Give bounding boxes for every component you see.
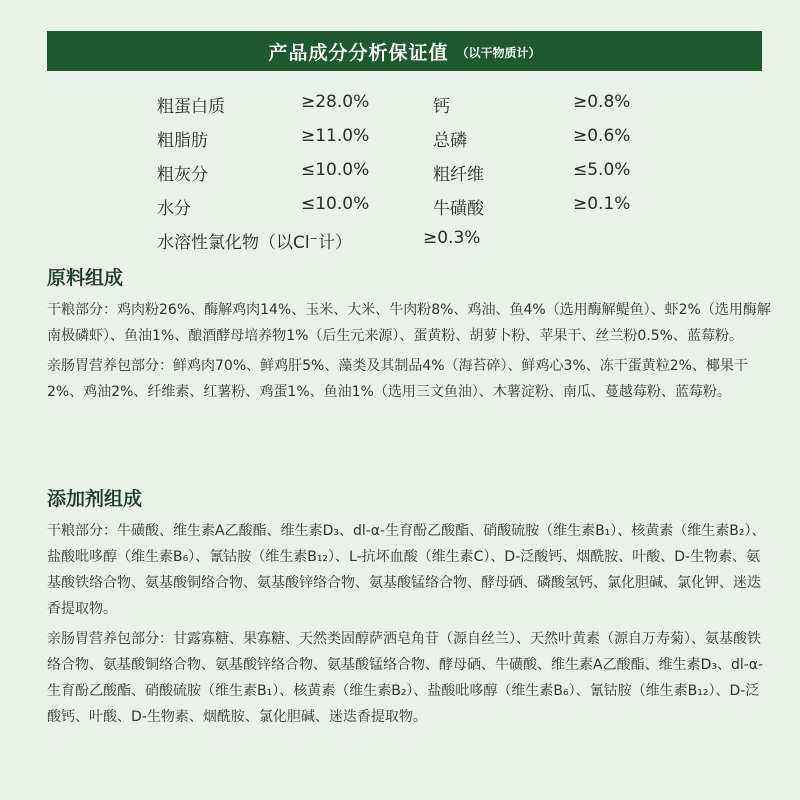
nutrient-value: ≥0.8% [573,92,631,112]
analysis-row-chloride [157,228,717,262]
banner-note: （以干物质计） [456,46,541,60]
analysis-banner [47,31,762,71]
nutrient-name: 钙 [433,97,450,117]
nutrient-name: 牛磺酸 [433,199,484,219]
nutrient-name [157,228,352,253]
analysis-row [157,160,717,194]
nutrient-name: 总磷 [433,131,467,151]
chloride-name-b: 计） [317,233,352,253]
ingredients-heading: 原料组成 [47,267,124,289]
additives-section [47,518,772,734]
nutrient-name: 水分 [157,199,191,219]
nutrient-value: ≥0.3% [423,228,481,248]
chloride-sup: − [309,233,318,245]
additives-gut-text: 亲肠胃营养包部分：甘露寡糖、果寡糖、天然类固醇萨洒皂角苷（源自丝兰）、天然叶黄素（源自万寿菊）、氨基酸铁络合物、氨基酸铜络合物、氨基酸锌络合物、氨基酸锰络合物、酵母硒、牛磺酸、维生素A乙酸酯、维生素D₃、dl-α-生育酚乙酸酯、硝酸硫胺（维生素B₁）、核黄素（维生素B₂）、盐酸吡哆醇（维生素B₆）、氰钴胺（维生素B₁₂）、D-泛酸钙、叶酸、D-生物素、烟酰胺、氯化胆碱、迷迭香提取物。 [47,631,764,725]
ingredients-gut-text: 亲肠胃营养包部分：鲜鸡肉70%、鲜鸡肝5%、藻类及其制品4%（海苔碎）、鲜鸡心3%、冻干蛋黄粒2%、椰果干2%、鸡油2%、纤维素、红薯粉、鸡蛋1%、鱼油1%（选用三文鱼油）、木薯淀粉、南瓜、蔓越莓粉、蓝莓粉。 [47,358,748,400]
ingredients-section [47,297,772,409]
analysis-row [157,194,717,228]
nutrient-name: 粗蛋白质 [157,97,225,117]
nutrient-value: ≥0.1% [573,194,631,214]
nutrient-value: ≥11.0% [301,126,370,146]
additives-heading: 添加剂组成 [47,488,143,510]
nutrient-value: ≥0.6% [573,126,631,146]
analysis-row [157,126,717,160]
nutrient-name: 粗纤维 [433,165,484,185]
nutrient-name: 粗脂肪 [157,131,208,151]
nutrient-value: ≤5.0% [573,160,631,180]
chloride-name-a: 水溶性氯化物（以Cl [157,233,310,253]
nutrient-value: ≤10.0% [301,160,370,180]
analysis-row [157,92,717,126]
banner-title: 产品成分分析保证值 [268,41,449,64]
nutrient-value: ≤10.0% [301,194,370,214]
ingredients-dry-text: 干粮部分：鸡肉粉26%、酶解鸡肉14%、玉米、大米、牛肉粉8%、鸡油、鱼4%（选用酶解鳀鱼）、虾2%（选用酶解南极磷虾）、鱼油1%、酿酒酵母培养物1%（后生元来源）、蛋黄粉、胡萝卜粉、苹果干、丝兰粉0.5%、蓝莓粉。 [47,302,771,344]
analysis-table [157,92,717,262]
additives-dry-text: 干粮部分：牛磺酸、维生素A乙酸酯、维生素D₃、dl-α-生育酚乙酸酯、硝酸硫胺（维生素B₁）、核黄素（维生素B₂）、盐酸吡哆醇（维生素B₆）、氰钴胺（维生素B₁₂）、L-抗坏血酸（维生素C）、D-泛酸钙、烟酰胺、叶酸、D-生物素、氨基酸铁络合物、氨基酸铜络合物、氨基酸锌络合物、氨基酸锰络合物、酵母硒、磷酸氢钙、氯化胆碱、氯化钾、迷迭香提取物。 [47,523,766,617]
nutrient-value: ≥28.0% [301,92,370,112]
nutrient-name: 粗灰分 [157,165,208,185]
